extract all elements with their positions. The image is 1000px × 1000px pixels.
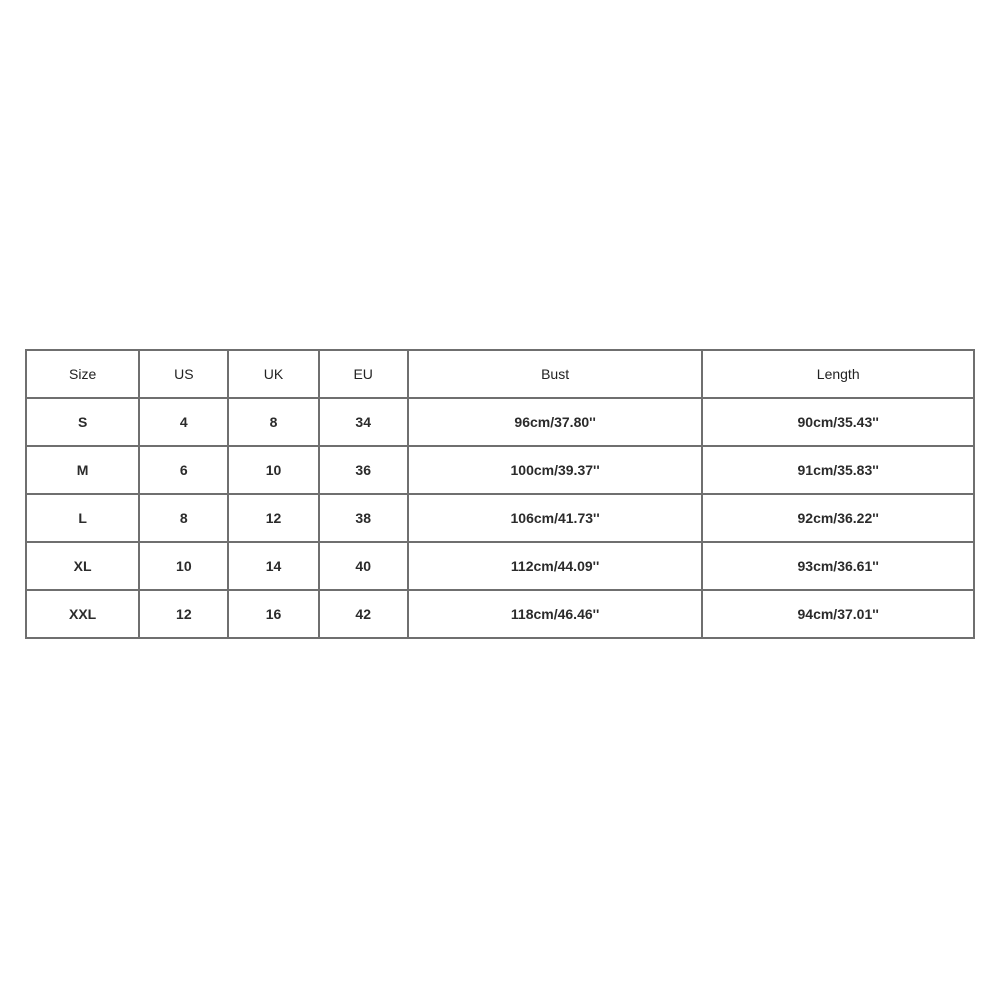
header-bust: Bust [408,350,703,398]
cell-eu: 38 [319,494,408,542]
header-eu: EU [319,350,408,398]
header-length: Length [702,350,974,398]
header-row [26,350,974,398]
cell-bust: 118cm/46.46'' [408,590,703,638]
size-chart-table [25,349,975,639]
cell-eu: 42 [319,590,408,638]
cell-length: 90cm/35.43'' [702,398,974,446]
table-header [26,350,974,398]
cell-size: L [26,494,139,542]
cell-length: 93cm/36.61'' [702,542,974,590]
header-size: Size [26,350,139,398]
cell-uk: 14 [228,542,318,590]
cell-eu: 40 [319,542,408,590]
cell-size: XXL [26,590,139,638]
cell-eu: 36 [319,446,408,494]
cell-uk: 10 [228,446,318,494]
cell-size: XL [26,542,139,590]
cell-length: 92cm/36.22'' [702,494,974,542]
cell-bust: 100cm/39.37'' [408,446,703,494]
cell-size: M [26,446,139,494]
table-row [26,446,974,494]
cell-bust: 106cm/41.73'' [408,494,703,542]
cell-length: 94cm/37.01'' [702,590,974,638]
table-row [26,590,974,638]
cell-eu: 34 [319,398,408,446]
cell-us: 6 [139,446,228,494]
cell-us: 4 [139,398,228,446]
cell-us: 12 [139,590,228,638]
cell-uk: 16 [228,590,318,638]
cell-uk: 8 [228,398,318,446]
table-body [26,398,974,638]
cell-size: S [26,398,139,446]
table-row [26,398,974,446]
cell-us: 8 [139,494,228,542]
cell-us: 10 [139,542,228,590]
table-row [26,542,974,590]
cell-length: 91cm/35.83'' [702,446,974,494]
header-uk: UK [228,350,318,398]
cell-bust: 96cm/37.80'' [408,398,703,446]
cell-uk: 12 [228,494,318,542]
cell-bust: 112cm/44.09'' [408,542,703,590]
table-row [26,494,974,542]
header-us: US [139,350,228,398]
